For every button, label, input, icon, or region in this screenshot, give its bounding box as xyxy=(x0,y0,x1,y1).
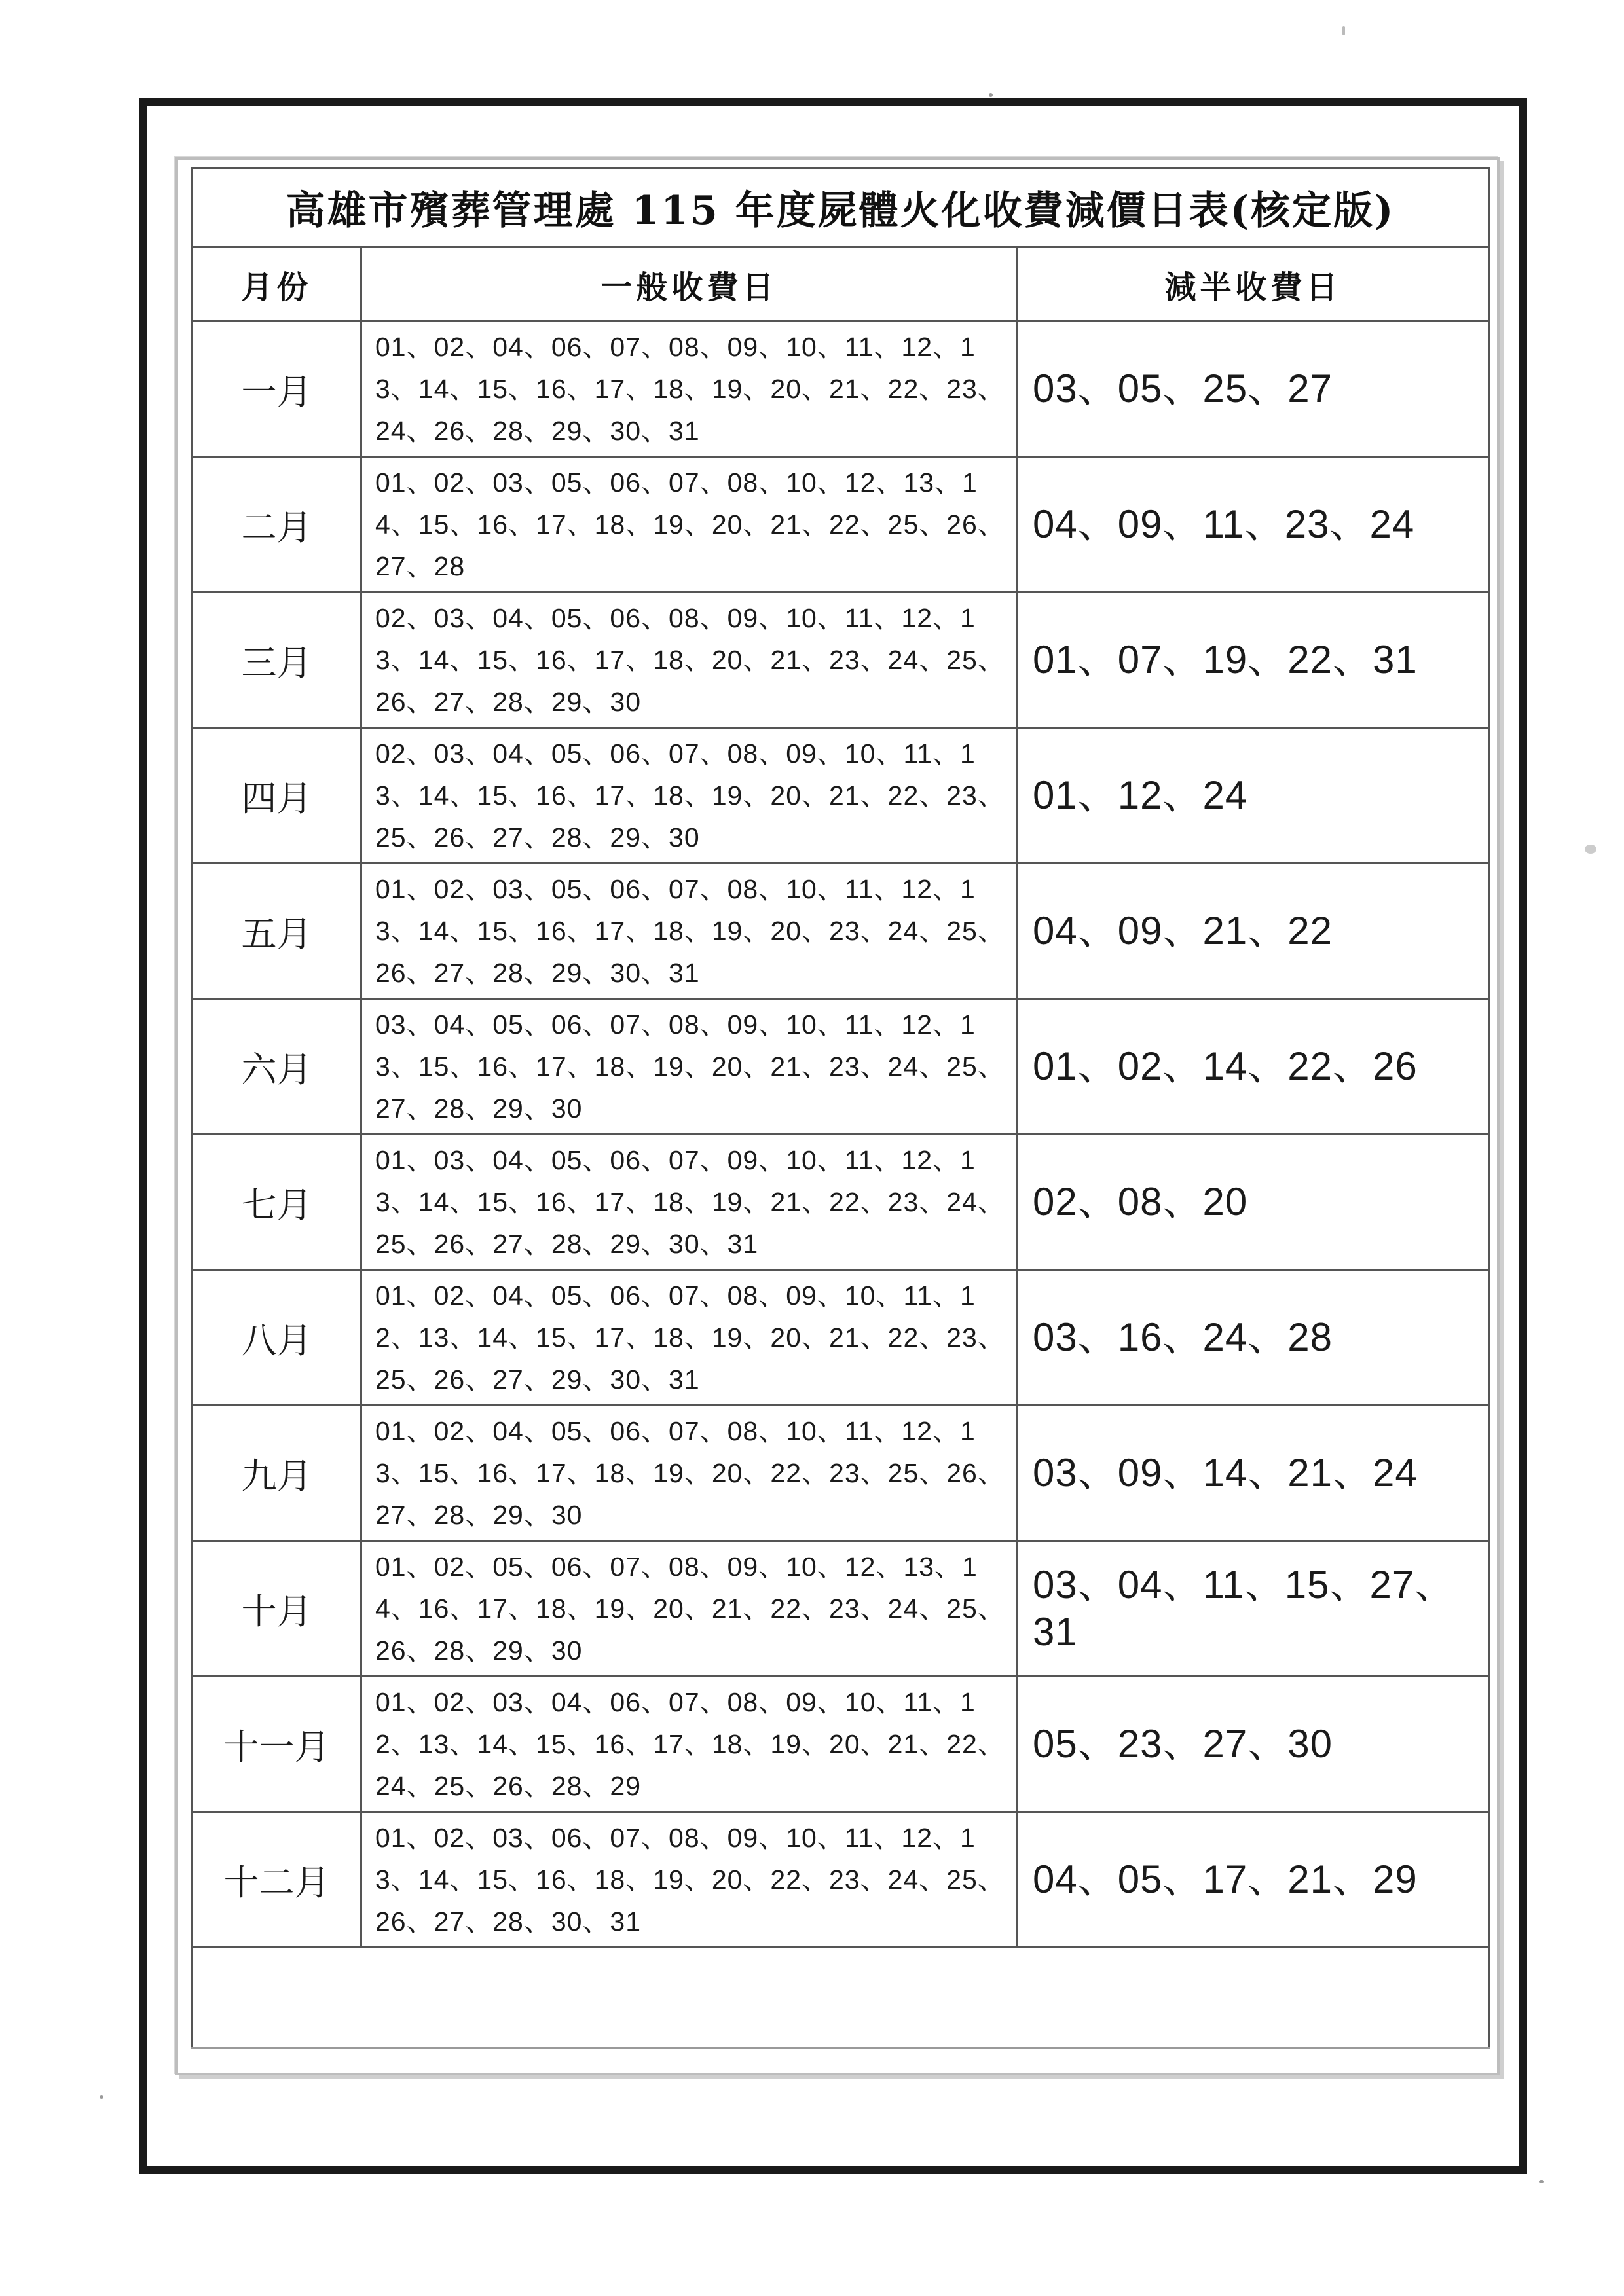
month-row xyxy=(193,1135,1489,1270)
normal-fee-days: 01、02、03、04、06、07、08、09、10、11、12、13、14、15、16、17、18、19、20、21、22、24、25、26、28、29 xyxy=(361,1677,1018,1812)
half-fee-days: 03、09、14、21、24 xyxy=(1018,1406,1489,1541)
half-fee-days: 04、05、17、21、29 xyxy=(1018,1812,1489,1948)
month-label: 一月 xyxy=(193,321,361,457)
normal-fee-days: 01、02、04、05、06、07、08、10、11、12、13、15、16、17、18、19、20、22、23、25、26、27、28、29、30 xyxy=(361,1406,1018,1541)
scan-speck xyxy=(989,93,993,97)
header-half-fee-days: 減半收費日 xyxy=(1018,247,1489,321)
normal-fee-days: 01、03、04、05、06、07、09、10、11、12、13、14、15、16、17、18、19、21、22、23、24、25、26、27、28、29、30、31 xyxy=(361,1135,1018,1270)
scan-speck xyxy=(1342,26,1345,35)
title-row xyxy=(193,168,1489,247)
normal-fee-days: 01、02、04、05、06、07、08、09、10、11、12、13、14、15、17、18、19、20、21、22、23、25、26、27、29、30、31 xyxy=(361,1270,1018,1406)
half-fee-days: 04、09、21、22 xyxy=(1018,864,1489,999)
empty-footer-row xyxy=(193,1948,1489,2048)
normal-fee-days: 02、03、04、05、06、07、08、09、10、11、13、14、15、16、17、18、19、20、21、22、23、25、26、27、28、29、30 xyxy=(361,728,1018,864)
half-fee-days: 01、12、24 xyxy=(1018,728,1489,864)
header-month: 月份 xyxy=(193,247,361,321)
half-fee-days: 05、23、27、30 xyxy=(1018,1677,1489,1812)
month-label: 十二月 xyxy=(193,1812,361,1948)
document-title: 高雄市殯葬管理處 115 年度屍體火化收費減價日表(核定版) xyxy=(193,168,1489,247)
normal-fee-days: 01、02、03、06、07、08、09、10、11、12、13、14、15、16、18、19、20、22、23、24、25、26、27、28、30、31 xyxy=(361,1812,1018,1948)
month-label: 四月 xyxy=(193,728,361,864)
normal-fee-days: 02、03、04、05、06、08、09、10、11、12、13、14、15、16、17、18、20、21、23、24、25、26、27、28、29、30 xyxy=(361,592,1018,728)
month-row xyxy=(193,728,1489,864)
month-label: 六月 xyxy=(193,999,361,1135)
half-fee-days: 01、02、14、22、26 xyxy=(1018,999,1489,1135)
month-row xyxy=(193,1406,1489,1541)
half-fee-days: 01、07、19、22、31 xyxy=(1018,592,1489,728)
normal-fee-days: 01、02、04、06、07、08、09、10、11、12、13、14、15、16、17、18、19、20、21、22、23、24、26、28、29、30、31 xyxy=(361,321,1018,457)
month-row xyxy=(193,1270,1489,1406)
month-label: 八月 xyxy=(193,1270,361,1406)
scan-speck xyxy=(1585,845,1596,854)
empty-footer-cell xyxy=(193,1948,1489,2048)
header-normal-fee-days: 一般收費日 xyxy=(361,247,1018,321)
header-row xyxy=(193,247,1489,321)
month-label: 三月 xyxy=(193,592,361,728)
normal-fee-days: 01、02、05、06、07、08、09、10、12、13、14、16、17、18、19、20、21、22、23、24、25、26、28、29、30 xyxy=(361,1541,1018,1677)
month-row xyxy=(193,592,1489,728)
fee-schedule-table xyxy=(191,167,1490,2049)
month-rows xyxy=(193,321,1489,1948)
month-label: 九月 xyxy=(193,1406,361,1541)
month-row xyxy=(193,999,1489,1135)
month-row xyxy=(193,864,1489,999)
month-row xyxy=(193,1541,1489,1677)
month-label: 五月 xyxy=(193,864,361,999)
half-fee-days: 03、16、24、28 xyxy=(1018,1270,1489,1406)
normal-fee-days: 03、04、05、06、07、08、09、10、11、12、13、15、16、17、18、19、20、21、23、24、25、27、28、29、30 xyxy=(361,999,1018,1135)
month-row xyxy=(193,1677,1489,1812)
month-label: 二月 xyxy=(193,457,361,592)
month-label: 七月 xyxy=(193,1135,361,1270)
half-fee-days: 03、05、25、27 xyxy=(1018,321,1489,457)
half-fee-days: 03、04、11、15、27、31 xyxy=(1018,1541,1489,1677)
normal-fee-days: 01、02、03、05、06、07、08、10、11、12、13、14、15、16、17、18、19、20、23、24、25、26、27、28、29、30、31 xyxy=(361,864,1018,999)
month-label: 十一月 xyxy=(193,1677,361,1812)
month-row xyxy=(193,1812,1489,1948)
normal-fee-days: 01、02、03、05、06、07、08、10、12、13、14、15、16、17、18、19、20、21、22、25、26、27、28 xyxy=(361,457,1018,592)
month-label: 十月 xyxy=(193,1541,361,1677)
month-row xyxy=(193,321,1489,457)
month-row xyxy=(193,457,1489,592)
scan-speck xyxy=(100,2095,103,2099)
half-fee-days: 02、08、20 xyxy=(1018,1135,1489,1270)
scan-speck xyxy=(1539,2180,1544,2183)
half-fee-days: 04、09、11、23、24 xyxy=(1018,457,1489,592)
